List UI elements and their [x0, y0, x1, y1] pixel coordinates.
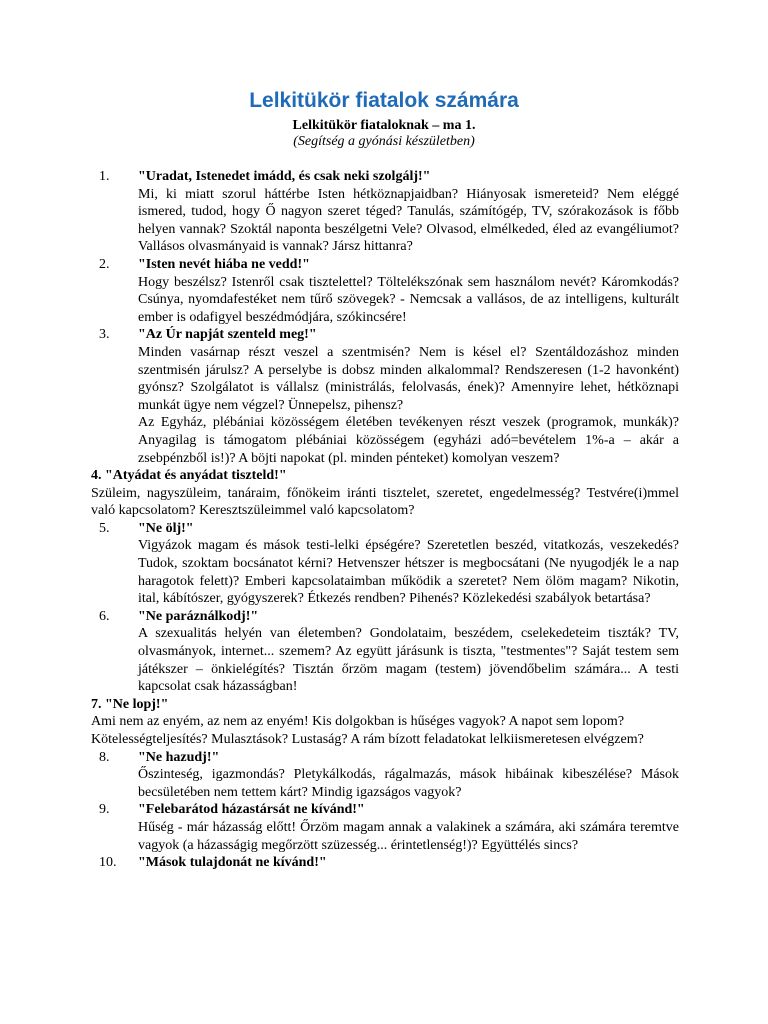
list-item — [91, 801, 679, 854]
commandments-list — [91, 168, 679, 872]
item-text: Hűség - már házasság előtt! Őrzöm magam annak a valakinek a számára, aki számára teremtve vagyok (a házasságig megőrzött szüzesség... érintetlenség!)? Együttélés sincs? — [138, 819, 679, 853]
item-text: Ami nem az enyém, az nem az enyém! Kis dolgokban is hűséges vagyok? A napot sem lopom? — [91, 714, 625, 730]
subtitle: Lelkitükör fiataloknak – ma 1. — [292, 118, 476, 133]
item-heading: "Isten nevét hiába ne vedd!" — [138, 256, 310, 272]
list-item — [91, 749, 679, 802]
list-item — [91, 168, 679, 256]
page-title: Lelkitükör fiatalok számára — [249, 89, 519, 112]
item-heading: "Ne hazudj!" — [138, 749, 220, 765]
item-number: 5. — [99, 520, 110, 536]
item-heading: "Ne paráználkodj!" — [138, 608, 259, 624]
item-number: 8. — [99, 749, 110, 765]
list-item — [91, 520, 679, 608]
item-text: Minden vasárnap részt veszel a szentmisén? Nem is késel el? Szentáldozáshoz minden szentmisén járulsz? A perselybe is dobsz minden alkalommal? Rendszeresen (1-2 havonként) gyónsz? Szolgálatot is vállalsz (ministrálás, felolvasás, ének)? Amennyire lehet, hétköznapi munkát ügye nem végzel? Ünnepelsz, pihensz? — [138, 344, 679, 413]
item-number: 2. — [99, 256, 110, 272]
item-number: 10. — [99, 855, 117, 871]
item-heading: "Ne ölj!" — [138, 520, 194, 536]
item-number: 6. — [99, 608, 110, 624]
list-item-unindented — [91, 696, 679, 749]
item-text-continued: Kötelességteljesítés? Mulasztások? Lustaság? A rám bízott feladatokat lelkiismeretesen elvégzem? — [91, 732, 644, 747]
item-heading: "Az Úr napját szenteld meg!" — [138, 327, 317, 343]
item-number: 3. — [99, 327, 110, 343]
item-text: A szexualitás helyén van életemben? Gondolataim, beszédem, cselekedeteim tiszták? TV, olvasmányok, internet... szemem? Az együtt járásunk is tiszta, "testmentes"? Saját testem sem játékszer – önkielégítés? Tisztán őrzöm magam (testem) jövendőbelim számára... A testi kapcsolat csak házasságban! — [138, 626, 679, 695]
item-text: Vigyázok magam és mások testi-lelki épségére? Szeretetlen beszéd, vitatkozás, veszekedés? Tudok, szoktam bocsánatot kérni? Hetvenszer hétszer is megbocsátani (Ne nyugodjék le a nap haragotok felett)? Emberi kapcsolataimban működik a szeretet? Nem ölöm magam? Nikotin, ital, kábítószer, gyógyszerek? Étkezés rendben? Pihenés? Közlekedési szabályok betartása? — [138, 538, 679, 607]
list-item — [91, 326, 679, 467]
list-item — [91, 608, 679, 696]
item-text: Hogy beszélsz? Istenről csak tisztelettel? Töltelékszónak sem használom nevét? Káromkodás? Csúnya, nyomdafestéket nem tűrő szövegek? - Nemcsak a vallásos, de az intelligens, kulturált ember is odafigyel beszédmódjára, szókincsére! — [138, 274, 679, 325]
item-text: Őszinteség, igazmondás? Pletykálkodás, rágalmazás, mások hibáinak kibeszélése? Mások becsületében nem tettem kárt? Mindig igazságos vagyok? — [138, 767, 679, 800]
item-heading: 4. "Atyádat és anyádat tiszteld!" — [91, 468, 287, 484]
item-heading: "Mások tulajdonát ne kívánd!" — [138, 855, 327, 871]
subtitle-note: (Segítség a gyónási készületben) — [293, 134, 475, 149]
item-text-continued: Az Egyház, plébániai közösségem életében tevékenyen részt veszek (programok, munkák)? Anyagilag is támogatom plébániai közösségem (egyházi adó=bevételem 1%-a – akár a zsebpénzből is!)? A böjti napokat (pl. minden pénteket) komolyan veszem? — [138, 415, 679, 466]
list-item — [91, 854, 679, 872]
list-item — [91, 256, 679, 326]
item-number: 1. — [99, 169, 110, 184]
item-text: Szüleim, nagyszüleim, tanáraim, főnökeim iránti tisztelet, szeretet, engedelmesség? Testvére(i)mmel való kapcsolatom? Keresztszüleimmel való kapcsolatom? — [91, 485, 679, 519]
item-heading: "Uradat, Istenedet imádd, és csak neki szolgálj!" — [138, 169, 431, 184]
item-text: Mi, ki miatt szorul háttérbe Isten hétköznapjaidban? Hiányosak ismereteid? Nem eléggé ismered, tudod, hogy Ő nagyon szeret téged? Tanulás, számítógép, TV, szórakozások is főbb helyen vannak? Szoktál naponta beszélgetni Vele? Olvasod, elmélkeded, éled az evangéliumot? Vallásos olvasmányaid is vannak? Jársz hittanra? — [138, 186, 679, 255]
item-heading: "Felebarátod házastársát ne kívánd!" — [138, 802, 365, 818]
item-heading: 7. "Ne lopj!" — [91, 696, 169, 712]
list-item-unindented — [91, 467, 679, 520]
item-number: 9. — [99, 802, 110, 818]
